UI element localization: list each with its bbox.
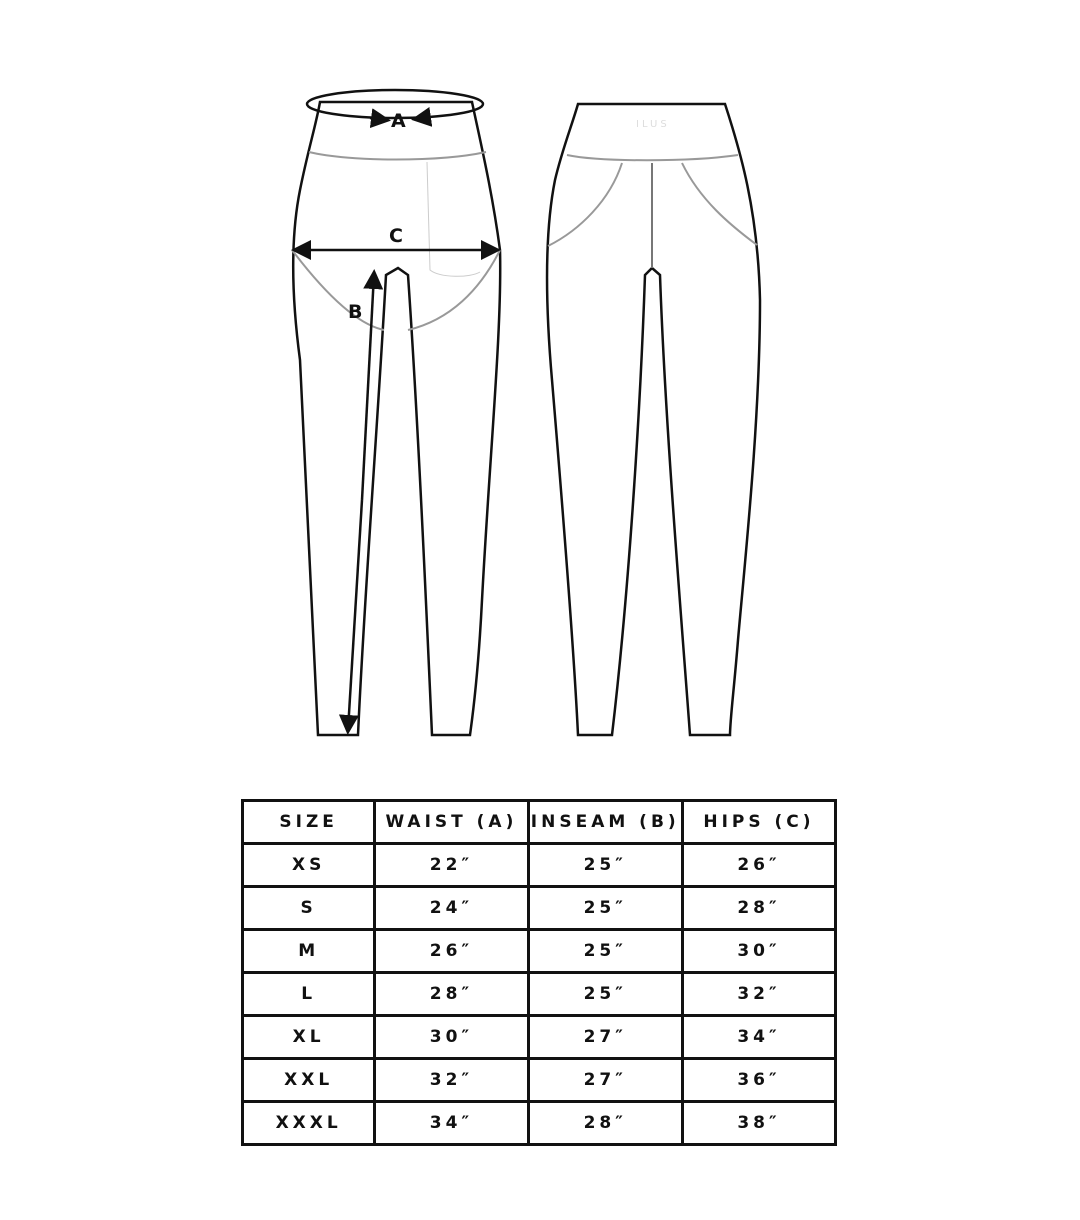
size-chart-table [241, 799, 837, 1146]
table-row [243, 844, 836, 887]
table-cell: L [243, 973, 375, 1016]
table-cell: 25″ [528, 844, 682, 887]
table-cell: S [243, 887, 375, 930]
table-cell: 25″ [528, 887, 682, 930]
table-cell: 34″ [682, 1016, 835, 1059]
table-cell: 32″ [375, 1059, 528, 1102]
table-header-row [243, 801, 836, 844]
table-cell: XXL [243, 1059, 375, 1102]
table-row [243, 930, 836, 973]
table-cell: 30″ [375, 1016, 528, 1059]
label-a: A [391, 110, 406, 132]
back-view [547, 104, 760, 735]
table-row [243, 1016, 836, 1059]
table-row [243, 887, 836, 930]
table-cell: 27″ [528, 1016, 682, 1059]
brand-logo: ILUS [636, 119, 670, 130]
front-view [292, 90, 500, 735]
table-row [243, 1102, 836, 1145]
table-cell: 25″ [528, 930, 682, 973]
table-cell: XL [243, 1016, 375, 1059]
table-cell: 38″ [682, 1102, 835, 1145]
table-cell: M [243, 930, 375, 973]
table-cell: 24″ [375, 887, 528, 930]
header-cell: WAIST (A) [375, 801, 528, 844]
table-cell: XS [243, 844, 375, 887]
label-b: B [348, 301, 363, 323]
table-cell: 27″ [528, 1059, 682, 1102]
table-cell: 28″ [528, 1102, 682, 1145]
table-cell: 26″ [682, 844, 835, 887]
table-cell: 25″ [528, 973, 682, 1016]
table-row [243, 973, 836, 1016]
table-cell: 36″ [682, 1059, 835, 1102]
header-cell: INSEAM (B) [528, 801, 682, 844]
label-c: C [389, 225, 403, 247]
table-cell: 22″ [375, 844, 528, 887]
table-cell: 28″ [682, 887, 835, 930]
table-cell: 26″ [375, 930, 528, 973]
table-row [243, 1059, 836, 1102]
table-cell: 28″ [375, 973, 528, 1016]
table-cell: 32″ [682, 973, 835, 1016]
header-cell: HIPS (C) [682, 801, 835, 844]
table-cell: 30″ [682, 930, 835, 973]
header-cell: SIZE [243, 801, 375, 844]
table-cell: 34″ [375, 1102, 528, 1145]
table-cell: XXXL [243, 1102, 375, 1145]
